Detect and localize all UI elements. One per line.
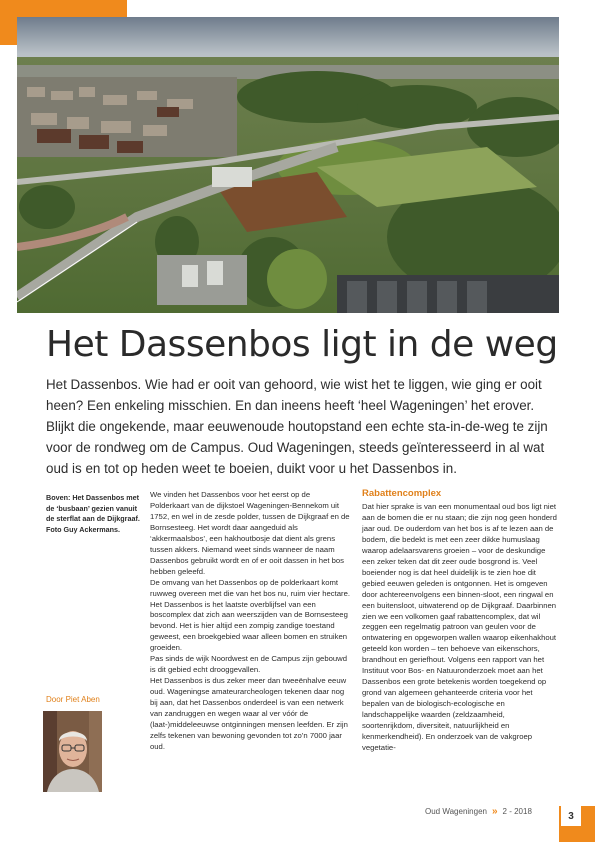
chevron-right-icon: » <box>491 806 498 817</box>
article-title: Het Dassenbos ligt in de weg <box>46 324 558 365</box>
paragraph: Dat hier sprake is van een monumentaal oud bos ligt niet aan de bomen die er nu staan; die zijn nog geen honderd jaar oud. De ouderdom van het bos is af te lezen aan de bodem, die bedekt is met een zeer dikke humuslaag waarop adelaarsvarens groeien – voor de deskundige een zeker teken dat dit zeer oude bosgrond is. Veel boeiender nog is dat heel duidelijk is te zien hoe dit gebied eeuwen geleden is ontgonnen. Het is omgeven door achtereenvolgens een binnen-sloot, een ringwal en een buitensloot, uitwaterend op de Dijkgraaf. Daarbinnen zien we een volkomen gaaf rabattencomplex, dat wil zeggen een regelmatig patroon van geulen voor de ontwatering en opgeworpen wallen waarop eikenhakhout geteeld kon worden – ten behoeve van eikenschors, brandhout en geriefhout. Volgens een rapport van het Instituut voor Bos- en Natuuronderzoek moet aan het Dassenbos een grote betekenis worden toegekend op grond van algemeen gehanteerde criteria voor het bepalen van de biologisch-ecologische en landschappelijke waarden (zeldzaamheid, soortenrijkdom, diversiteit, natuurlijkheid en kenmerkendheid). En onderzoek van de vakgroep vegetatie- <box>362 502 557 752</box>
article-intro: Het Dassenbos. Wie had er ooit van gehoord, wie wist het te liggen, wie ging er ooit heen? Een enkeling misschien. En dan ineens heeft ‘heel Wageningen’ het erover. Blijkt die ongekende, maar eeuwenoude houtopstand een echte sta-in-de-weg te zijn voor de rondweg om de Campus. Oud Wageningen, steeds geïnteresseerd in al wat oud is en tot op heden weet te boeien, duikt voor u het Dassenbos in. <box>46 377 548 476</box>
body-column-2 <box>362 487 558 754</box>
magazine-name: Oud Wageningen <box>425 807 487 816</box>
page-footer <box>425 806 532 817</box>
corner-accent-side <box>0 17 17 45</box>
section-heading: Rabattencomplex <box>362 488 442 499</box>
body-column-1 <box>150 490 350 753</box>
paragraph: We vinden het Dassenbos voor het eerst op de Polderkaart van de dijkstoel Wageningen-Bennekom uit 1752, en wel in de zesde polder, tussen de Dijkgraaf en de Bornsesteeg. Het wordt daar aangeduid als ‘akkermaalsbos’, een hakhoutbosje dat dient als grens tussen akkers. Niemand weet sinds wanneer de naam Dassenbos gebruikt wordt en of er ooit dassen in het bos hebben geleefd. <box>150 490 350 576</box>
paragraph: Pas sinds de wijk Noordwest en de Campus zijn gebouwd is dit gebied echt drooggevallen. <box>150 654 347 675</box>
photo-caption: Boven: Het Dassenbos met de ‘busbaan’ gezien vanuit de sterflat aan de Dijkgraaf. Foto Guy Ackermans. <box>46 493 140 534</box>
paragraph: De omvang van het Dassenbos op de polderkaart komt ruwweg overeen met die van het bos nu, ruim vier hectare. Het Dassenbos is het laatste overblijfsel van een boscomplex dat zich aan weerszijden van de Bornsesteeg bevond. Het is hier altijd een zompig zandige toestand geweest, een broekgebied waar alleen bomen en struiken groeiden. <box>150 577 350 653</box>
paragraph: Het Dassenbos is dus zeker meer dan tweeënhalve eeuw oud. Wageningse amateurarcheologen tekenen daar nog bij aan, dat het Dassenbos onderdeel is van een netwerk van zandruggen en wegen waar al ver vóór de (laat-)middeleeuwse ontginningen mensen leefden. Er zijn zelfs tekenen van bewoning gevonden tot zo’n 7000 jaar oud. <box>150 676 348 751</box>
author-portrait <box>43 711 102 792</box>
aerial-photo <box>17 17 559 313</box>
issue-number: 2 - 2018 <box>502 807 532 816</box>
page-number: 3 <box>561 806 581 826</box>
author-byline: Door Piet Aben <box>46 695 100 704</box>
corner-accent-top <box>0 0 127 17</box>
